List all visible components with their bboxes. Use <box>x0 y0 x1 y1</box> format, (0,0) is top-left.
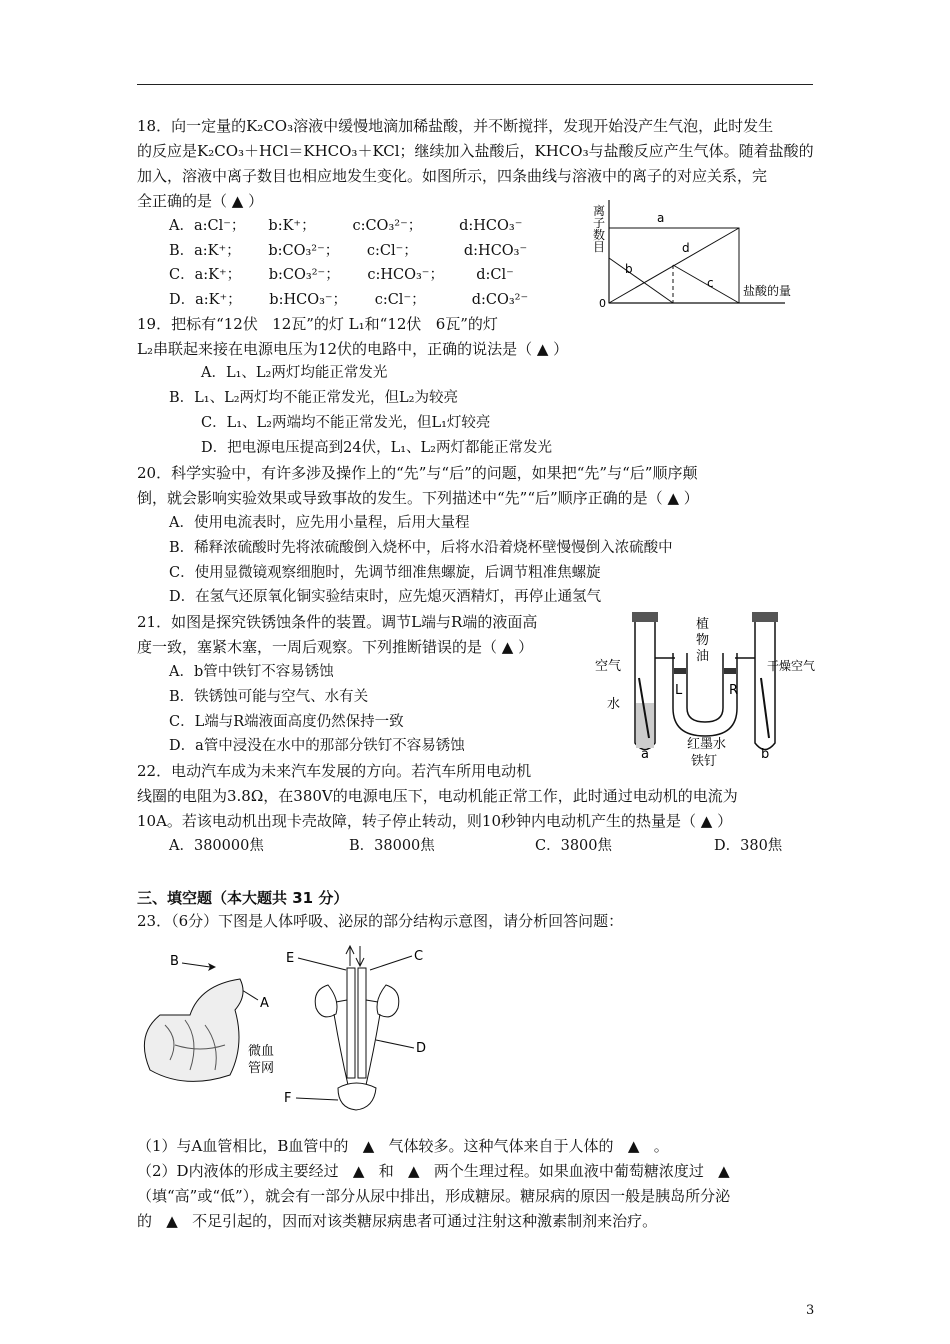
q18-option-d: D．a:K⁺； b:HCO₃⁻； c:Cl⁻； d:CO₃²⁻ <box>169 292 529 308</box>
q19-line1: 19．把标有“12伏 12瓦”的灯 L₁和“12伏 6瓦”的灯 <box>137 315 498 333</box>
q21-option-c: C．L端与R端液面高度仍然保持一致 <box>169 714 404 730</box>
nail-label: 铁钉 <box>691 754 718 769</box>
curve-label-a: a <box>657 211 665 225</box>
stopper-b <box>752 612 778 622</box>
q23-line1: 23．（6分）下图是人体呼吸、泌尿的部分结构示意图，请分析回答问题： <box>137 912 624 930</box>
q19-line2: L₂串联起来接在电源电压为12伏的电路中，正确的说法是（ ▲ ） <box>137 340 569 358</box>
curve-label-d: d <box>682 241 690 255</box>
graph-y-label-1: 离 <box>593 204 606 218</box>
q23-part2-line2: （填“高”或“低”），就会有一部分从尿中排出，形成糖尿。糖尿病的原因一般是胰岛所分泌 <box>137 1187 731 1205</box>
curve-label-b: b <box>625 262 633 276</box>
q19-option-d: D．把电源电压提高到24伏，L₁、L₂两灯都能正常发光 <box>201 440 552 456</box>
q21-option-a: A．b管中铁钉不容易锈蚀 <box>169 664 334 680</box>
q18-line2: 的反应是K₂CO₃＋HCl＝KHCO₃＋KCl；继续加入盐酸后，KHCO₃与盐酸反应产生气体。随着盐酸的 <box>137 142 814 160</box>
graph-y-label-3: 数 <box>593 228 606 242</box>
q18-line3: 加入，溶液中离子数目也相应地发生变化。如图所示，四条曲线与溶液中的离子的对应关系，完 <box>137 167 768 185</box>
q21-option-b: B．铁锈蚀可能与空气、水有关 <box>169 689 369 705</box>
q22-line3: 10A。若该电动机出现卡壳故障，转子停止转动，则10秒钟内电动机产生的热量是（ ▲ ） <box>137 812 733 830</box>
q21-line2: 度一致，塞紧木塞，一周后观察。下列推断错误的是（ ▲ ） <box>137 638 534 656</box>
red-ink-label: 红墨水 <box>687 737 727 752</box>
graph-y-label-4: 目 <box>593 240 606 254</box>
nail-b <box>761 678 769 738</box>
lung-alveoli-figure <box>130 945 290 1090</box>
oil-label-2: 物 <box>696 633 710 648</box>
q20-option-b: B．稀释浓硫酸时先将浓硫酸倒入烧杯中，后将水沿着烧杯壁慢慢倒入浓硫酸中 <box>169 540 673 556</box>
q18-option-c: C．a:K⁺； b:CO₃²⁻； c:HCO₃⁻； d:Cl⁻ <box>169 267 514 283</box>
R-label: R <box>729 683 739 698</box>
mesh-label-1: 微血 <box>248 1044 275 1059</box>
q20-line2: 倒，就会影响实验效果或导致事故的发生。下列描述中“先”“后”顺序正确的是（ ▲ ） <box>137 489 699 507</box>
q23-part2-line3: 的 ▲ 不足引起的，因而对该类糖尿病患者可通过注射这种激素制剂来治疗。 <box>137 1212 658 1230</box>
label-F: F <box>284 1091 292 1106</box>
label-E: E <box>286 951 295 966</box>
q18-option-b: B．a:K⁺； b:CO₃²⁻； c:Cl⁻； d:HCO₃⁻ <box>169 243 528 259</box>
q20-option-a: A．使用电流表时，应先用小量程，后用大量程 <box>169 515 470 531</box>
q21-option-d: D．a管中浸没在水中的那部分铁钉不容易锈蚀 <box>169 738 465 754</box>
L-label: L <box>675 683 683 698</box>
water-label: 水 <box>607 697 621 712</box>
ion-count-graph <box>585 195 800 310</box>
q19-option-b: B．L₁、L₂两灯均不能正常发光，但L₂为较亮 <box>169 390 458 406</box>
stopper-a <box>632 612 658 622</box>
oil-label-1: 植 <box>696 617 710 632</box>
q22-line2: 线圈的电阻为3.8Ω，在380V的电源电压下，电动机能正常工作，此时通过电动机的电流为 <box>137 787 738 805</box>
header-rule <box>137 84 813 85</box>
q20-option-d: D．在氢气还原氧化铜实验结束时，应先熄灭酒精灯，再停止通氢气 <box>169 589 602 605</box>
q18-line1: 18．向一定量的K₂CO₃溶液中缓慢地滴加稀盐酸，并不断搅拌，发现开始没产生气泡，此时发生 <box>137 117 774 135</box>
label-D: D <box>416 1041 427 1056</box>
mesh-label-2: 管网 <box>248 1061 275 1076</box>
rust-experiment-figure <box>595 608 816 769</box>
oil-label-3: 油 <box>696 649 710 664</box>
q21-line1: 21．如图是探究铁锈蚀条件的装置。调节L端与R端的液面高 <box>137 613 538 631</box>
q22-line1: 22．电动汽车成为未来汽车发展的方向。若汽车所用电动机 <box>137 762 532 780</box>
q22-option-c: C．3800焦 <box>535 838 612 854</box>
label-C: C <box>414 949 424 964</box>
urinary-system-figure <box>280 940 440 1115</box>
q23-part2-line1: （2）D内液体的形成主要经过 ▲ 和 ▲ 两个生理过程。如果血液中葡萄糖浓度过 ▲ <box>137 1162 730 1180</box>
q19-option-c: C．L₁、L₂两端均不能正常发光，但L₁灯较亮 <box>201 415 491 431</box>
q20-line1: 20．科学实验中，有许多涉及操作上的“先”与“后”的问题，如果把“先”与“后”顺序颠 <box>137 464 698 482</box>
tube-b-label: b <box>761 747 770 762</box>
q22-option-d: D．380焦 <box>714 838 783 854</box>
label-A: A <box>260 996 269 1011</box>
q18-option-a: A．a:Cl⁻； b:K⁺； c:CO₃²⁻； d:HCO₃⁻ <box>169 218 523 234</box>
graph-y-label-2: 子 <box>593 216 606 230</box>
curve-label-c: c <box>707 276 714 290</box>
air-label: 空气 <box>595 659 622 674</box>
page-number: 3 <box>806 1303 815 1318</box>
dry-air-label: 干燥空气 <box>767 659 816 673</box>
q19-option-a: A．L₁、L₂两灯均能正常发光 <box>201 365 388 381</box>
q22-option-b: B．38000焦 <box>349 838 435 854</box>
q18-line4: 全正确的是（ ▲ ） <box>137 192 264 210</box>
q23-part1: （1）与A血管相比，B血管中的 ▲ 气体较多。这种气体来自于人体的 ▲ 。 <box>137 1137 669 1155</box>
tube-a-label: a <box>641 747 649 762</box>
label-B: B <box>170 954 179 969</box>
graph-origin: 0 <box>599 297 606 310</box>
graph-x-label: 盐酸的量 <box>743 284 792 298</box>
q22-option-a: A．380000焦 <box>169 838 264 854</box>
q20-option-c: C．使用显微镜观察细胞时，先调节细准焦螺旋，后调节粗准焦螺旋 <box>169 565 601 581</box>
section-3-heading: 三、填空题（本大题共 31 分） <box>137 889 349 907</box>
